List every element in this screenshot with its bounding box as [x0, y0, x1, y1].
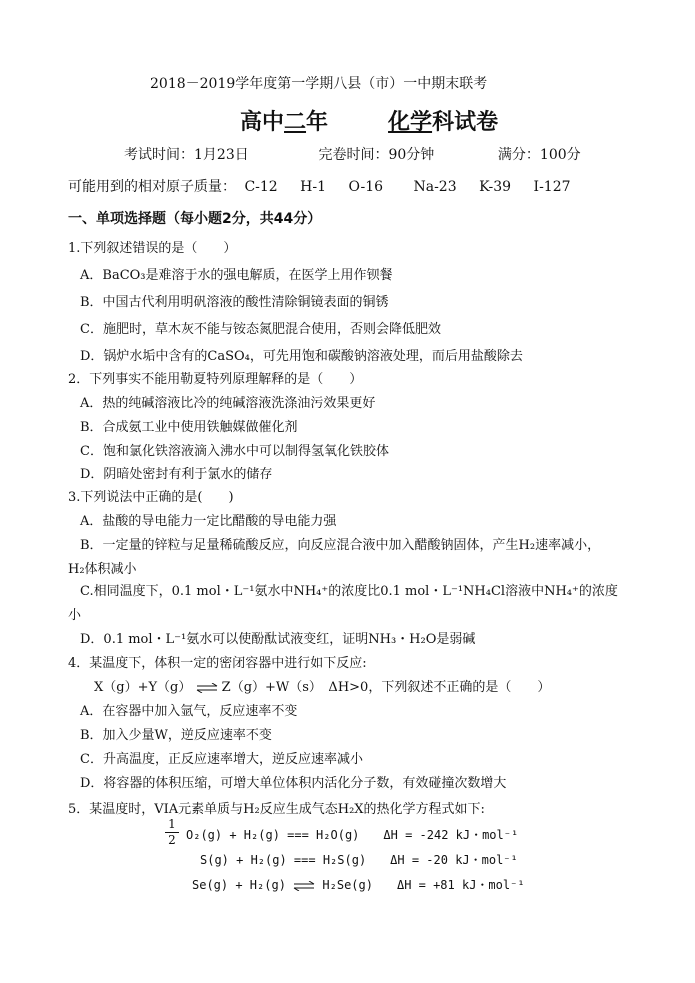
equation-1: O₂(g) + H₂(g) === H₂O(g) ΔH = -242 kJ・mol⁻¹ — [186, 828, 519, 842]
fraction-denominator: 2 — [168, 833, 176, 847]
equilibrium-arrows-icon — [196, 683, 218, 693]
question-4-option-a: A．在容器中加入氩气，反应速率不变 — [80, 704, 298, 719]
question-2-option-d: D．阴暗处密封有利于氯水的储存 — [80, 467, 273, 482]
equation-3 — [192, 876, 525, 894]
question-2-option-c: C．饱和氯化铁溶液滴入沸水中可以制得氢氧化铁胶体 — [80, 444, 389, 459]
equation-2: S(g) + H₂(g) === H₂S(g) ΔH = -20 kJ・mol⁻¹ — [200, 853, 518, 867]
section-title: 一、单项选择题（每小题2分，共44分） — [68, 211, 322, 227]
question-4-option-c: C．升高温度，正反应速率增大，逆反应速率减小 — [80, 752, 363, 767]
question-4-option-d: D．将容器的体积压缩，可增大单位体积内活化分子数，有效碰撞次数增大 — [80, 776, 507, 791]
question-4-stem: 4．某温度下，体积一定的密闭容器中进行如下反应: — [68, 656, 367, 671]
question-3-option-b: B．一定量的锌粒与足量稀硫酸反应，向反应混合液中加入醋酸钠固体，产生H₂速率减小， — [80, 538, 601, 553]
reaction-reactants: X（g）+Y（g） — [94, 680, 192, 695]
question-3-stem: 3.下列说法中正确的是( ) — [68, 490, 234, 505]
question-5-stem: 5．某温度时，VIA元素单质与H₂反应生成气态H₂X的热化学方程式如下: — [68, 802, 485, 817]
question-1-option-d: D．锅炉水垢中含有的CaSO₄，可先用饱和碳酸钠溶液处理，而后用盐酸除去 — [80, 349, 523, 364]
exam-time: 考试时间：1月23日 — [124, 147, 249, 163]
subject-title — [240, 108, 498, 136]
mass-k: K-39 — [479, 179, 512, 195]
question-1-stem: 1.下列叙述错误的是（ ） — [68, 241, 237, 256]
question-2-option-a: A．热的纯碱溶液比冷的纯碱溶液洗涤油污效果更好 — [80, 396, 376, 411]
question-3-option-d: D．0.1 mol・L⁻¹氨水可以使酚酞试液变红，证明NH₃・H₂O是弱碱 — [80, 632, 476, 647]
atomic-mass-row — [68, 178, 589, 196]
subject-name: 化学 — [388, 109, 433, 135]
mass-h: H-1 — [300, 179, 327, 195]
question-1-option-c: C．施肥时，草木灰不能与铵态氮肥混合使用，否则会降低肥效 — [80, 322, 441, 337]
fraction-numerator: 1 — [168, 817, 176, 831]
question-3-option-a: A．盐酸的导电能力一定比醋酸的导电能力强 — [80, 514, 337, 529]
mass-o: O-16 — [348, 179, 384, 195]
question-3-option-c: C.相同温度下，0.1 mol・L⁻¹氨水中NH₄⁺的浓度比0.1 mol・L⁻¹NH₄Cl溶液中NH₄⁺的浓度 — [80, 584, 618, 599]
exam-duration: 完卷时间：90分钟 — [318, 147, 435, 163]
question-2-option-b: B．合成氨工业中使用铁触媒做催化剂 — [80, 420, 298, 435]
equation-3-right: H₂Se(g) ΔH = +81 kJ・mol⁻¹ — [322, 878, 525, 892]
mass-i: I-127 — [533, 179, 571, 195]
exam-meta — [124, 146, 581, 164]
mass-c: C-12 — [244, 179, 278, 195]
question-2-stem: 2．下列事实不能用勒夏特列原理解释的是（ ） — [68, 372, 363, 387]
grade-prefix: 高中 — [240, 109, 285, 135]
one-half-fraction — [165, 818, 179, 847]
reaction-products: Z（g）+W（s） ΔH>0，下列叙述不正确的是（ ） — [221, 680, 551, 695]
subject-suffix: 科试卷 — [432, 109, 499, 135]
question-4-option-b: B．加入少量W，逆反应速率不变 — [80, 728, 272, 743]
equation-3-left: Se(g) + H₂(g) — [192, 878, 286, 892]
question-3-option-c-cont: 小 — [68, 608, 82, 623]
question-1-option-b: B．中国古代利用明矾溶液的酸性清除铜镜表面的铜锈 — [80, 295, 389, 310]
atomic-mass-label: 可能用到的相对原子质量： — [68, 179, 236, 195]
grade-suffix: 年 — [306, 109, 329, 135]
mass-na: Na-23 — [413, 179, 457, 195]
grade-number: 二 — [284, 109, 307, 135]
exam-title: 2018－2019学年度第一学期八县（市）一中期末联考 — [150, 76, 488, 92]
question-3-option-b-cont: H₂体积减小 — [68, 562, 137, 577]
question-1-option-a: A．BaCO₃是难溶于水的强电解质，在医学上用作钡餐 — [80, 268, 393, 283]
equilibrium-arrows-icon — [293, 881, 315, 891]
question-4-reaction — [94, 679, 550, 697]
full-score: 满分：100分 — [497, 147, 581, 163]
